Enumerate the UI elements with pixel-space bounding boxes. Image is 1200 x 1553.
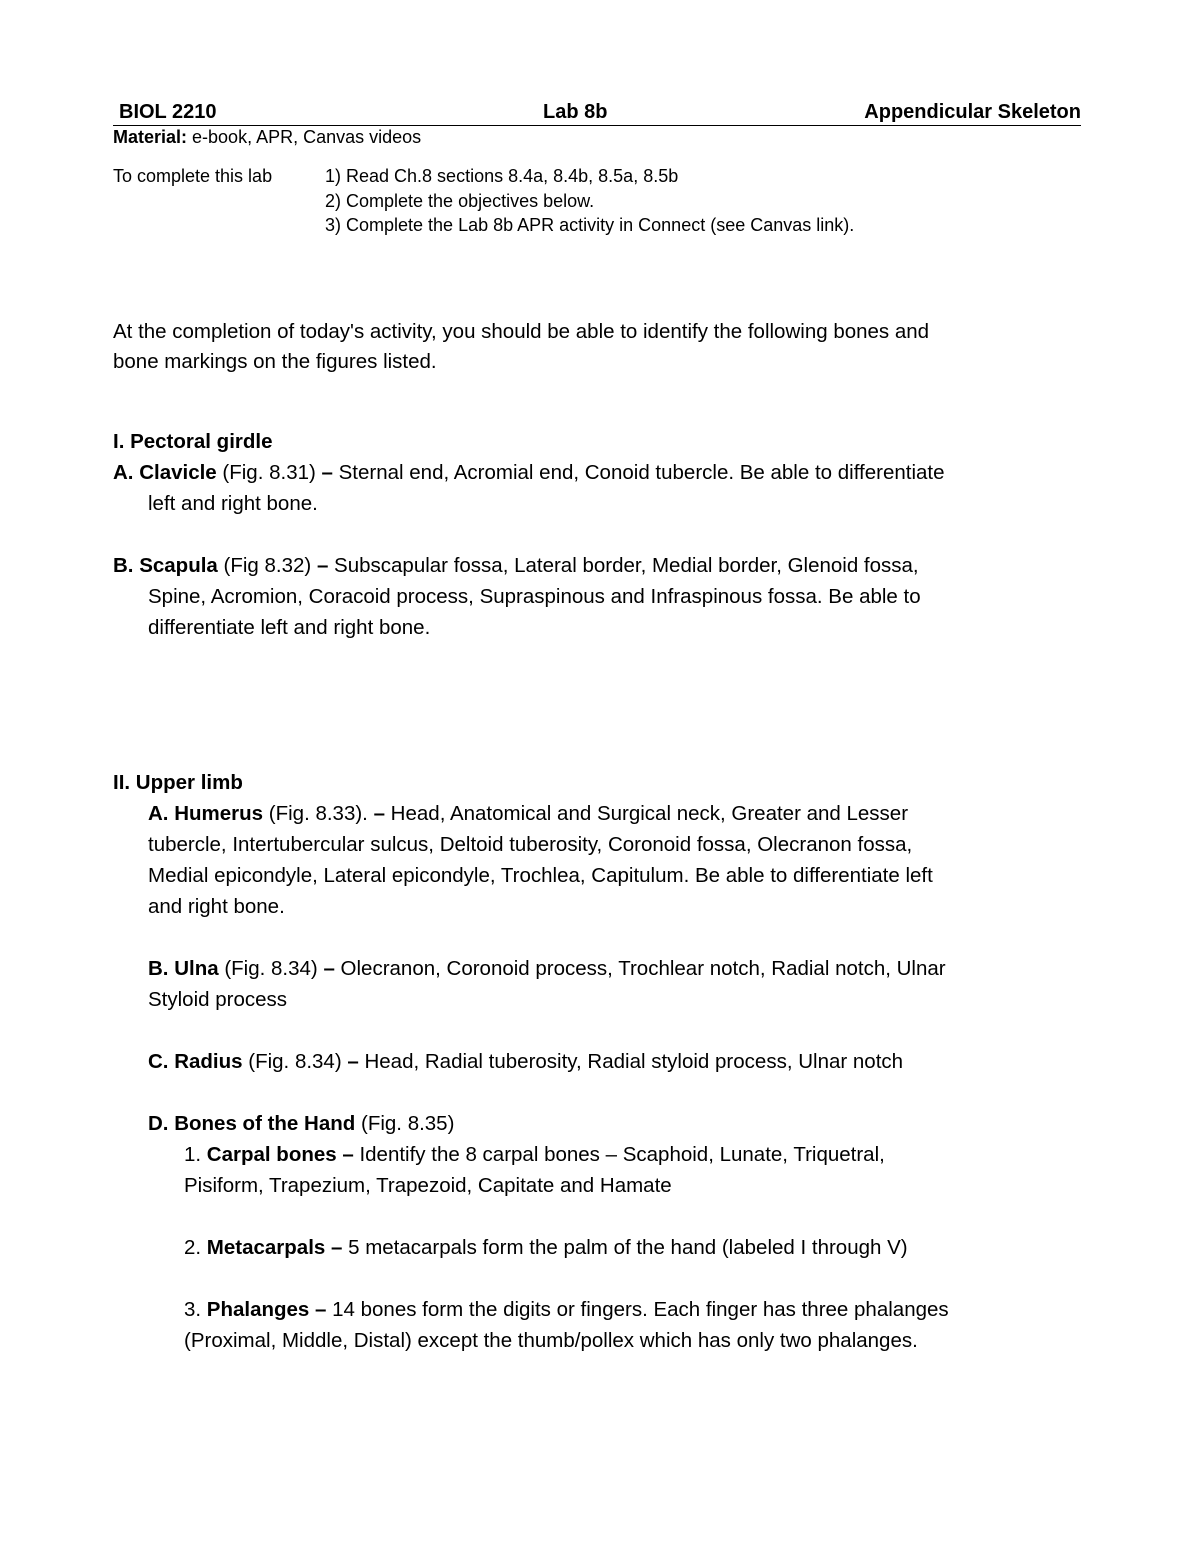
material-line: [113, 127, 421, 148]
humerus-label: A. Humerus: [148, 802, 264, 825]
material-value: e-book, APR, Canvas videos: [187, 127, 422, 147]
phalanges-label: Phalanges –: [206, 1298, 327, 1321]
step-item-1: 1) Read Ch.8 sections 8.4a, 8.4b, 8.5a, 8.5b: [325, 166, 679, 186]
radius-label: C. Radius: [148, 1050, 243, 1073]
scapula-line-2: Spine, Acromion, Coracoid process, Supraspinous and Infraspinous fossa. Be able to: [148, 585, 921, 608]
humerus-line-2: tubercle, Intertubercular sulcus, Deltoid tuberosity, Coronoid fossa, Olecranon fossa,: [148, 833, 913, 856]
hand-heading: D. Bones of the Hand (Fig. 8.35): [148, 1112, 455, 1135]
radius-line-1: C. Radius (Fig. 8.34) – Head, Radial tuberosity, Radial styloid process, Ulnar notch: [148, 1050, 904, 1073]
humerus-line-4: and right bone.: [148, 895, 285, 918]
ulna-line-2: Styloid process: [148, 988, 288, 1011]
scapula-label: B. Scapula: [113, 554, 218, 577]
steps-intro: To complete this lab: [113, 166, 273, 186]
objective-line-1: At the completion of today's activity, you should be able to identify the following bones and: [113, 320, 930, 343]
hand-label: D. Bones of the Hand: [148, 1112, 356, 1135]
ulna-line-1: B. Ulna (Fig. 8.34) – Olecranon, Coronoid process, Trochlear notch, Radial notch, Ulnar: [148, 957, 946, 980]
phalanges-line-2: (Proximal, Middle, Distal) except the thumb/pollex which has only two phalanges.: [184, 1329, 918, 1352]
course-code: BIOL 2210: [119, 101, 217, 123]
clavicle-label: A. Clavicle: [113, 461, 217, 484]
scapula-line-3: differentiate left and right bone.: [148, 616, 431, 639]
clavicle-line-1: A. Clavicle (Fig. 8.31) – Sternal end, Acromial end, Conoid tubercle. Be able to differentiate: [113, 461, 945, 484]
ulna-label: B. Ulna: [148, 957, 219, 980]
section-title-pectoral-girdle: I. Pectoral girdle: [113, 430, 273, 453]
section-title-upper-limb: II. Upper limb: [113, 771, 243, 794]
phalanges-line-1: 3. Phalanges – 14 bones form the digits or fingers. Each finger has three phalanges: [184, 1298, 949, 1321]
lab-topic: Appendicular Skeleton: [864, 101, 1081, 123]
material-label: Material:: [113, 127, 188, 147]
objective-line-2: bone markings on the figures listed.: [113, 350, 437, 373]
lab-number: Lab 8b: [543, 101, 608, 123]
carpals-line-2: Pisiform, Trapezium, Trapezoid, Capitate and Hamate: [184, 1174, 672, 1197]
scapula-line-1: B. Scapula (Fig 8.32) – Subscapular fossa, Lateral border, Medial border, Glenoid fossa,: [113, 554, 919, 577]
metacarpals-label: Metacarpals –: [206, 1236, 343, 1259]
humerus-line-1: A. Humerus (Fig. 8.33). – Head, Anatomical and Surgical neck, Greater and Lesser: [148, 802, 909, 825]
step-item-2: 2) Complete the objectives below.: [325, 191, 595, 211]
carpals-line-1: 1. Carpal bones – Identify the 8 carpal bones – Scaphoid, Lunate, Triquetral,: [184, 1143, 885, 1166]
carpals-label: Carpal bones –: [206, 1143, 354, 1166]
clavicle-line-2: left and right bone.: [148, 492, 318, 515]
step-item-3: 3) Complete the Lab 8b APR activity in Connect (see Canvas link).: [325, 215, 855, 235]
metacarpals-line-1: 2. Metacarpals – 5 metacarpals form the palm of the hand (labeled I through V): [184, 1236, 908, 1259]
humerus-line-3: Medial epicondyle, Lateral epicondyle, Trochlea, Capitulum. Be able to differentiate left: [148, 864, 933, 887]
header-bar: [113, 101, 1081, 126]
